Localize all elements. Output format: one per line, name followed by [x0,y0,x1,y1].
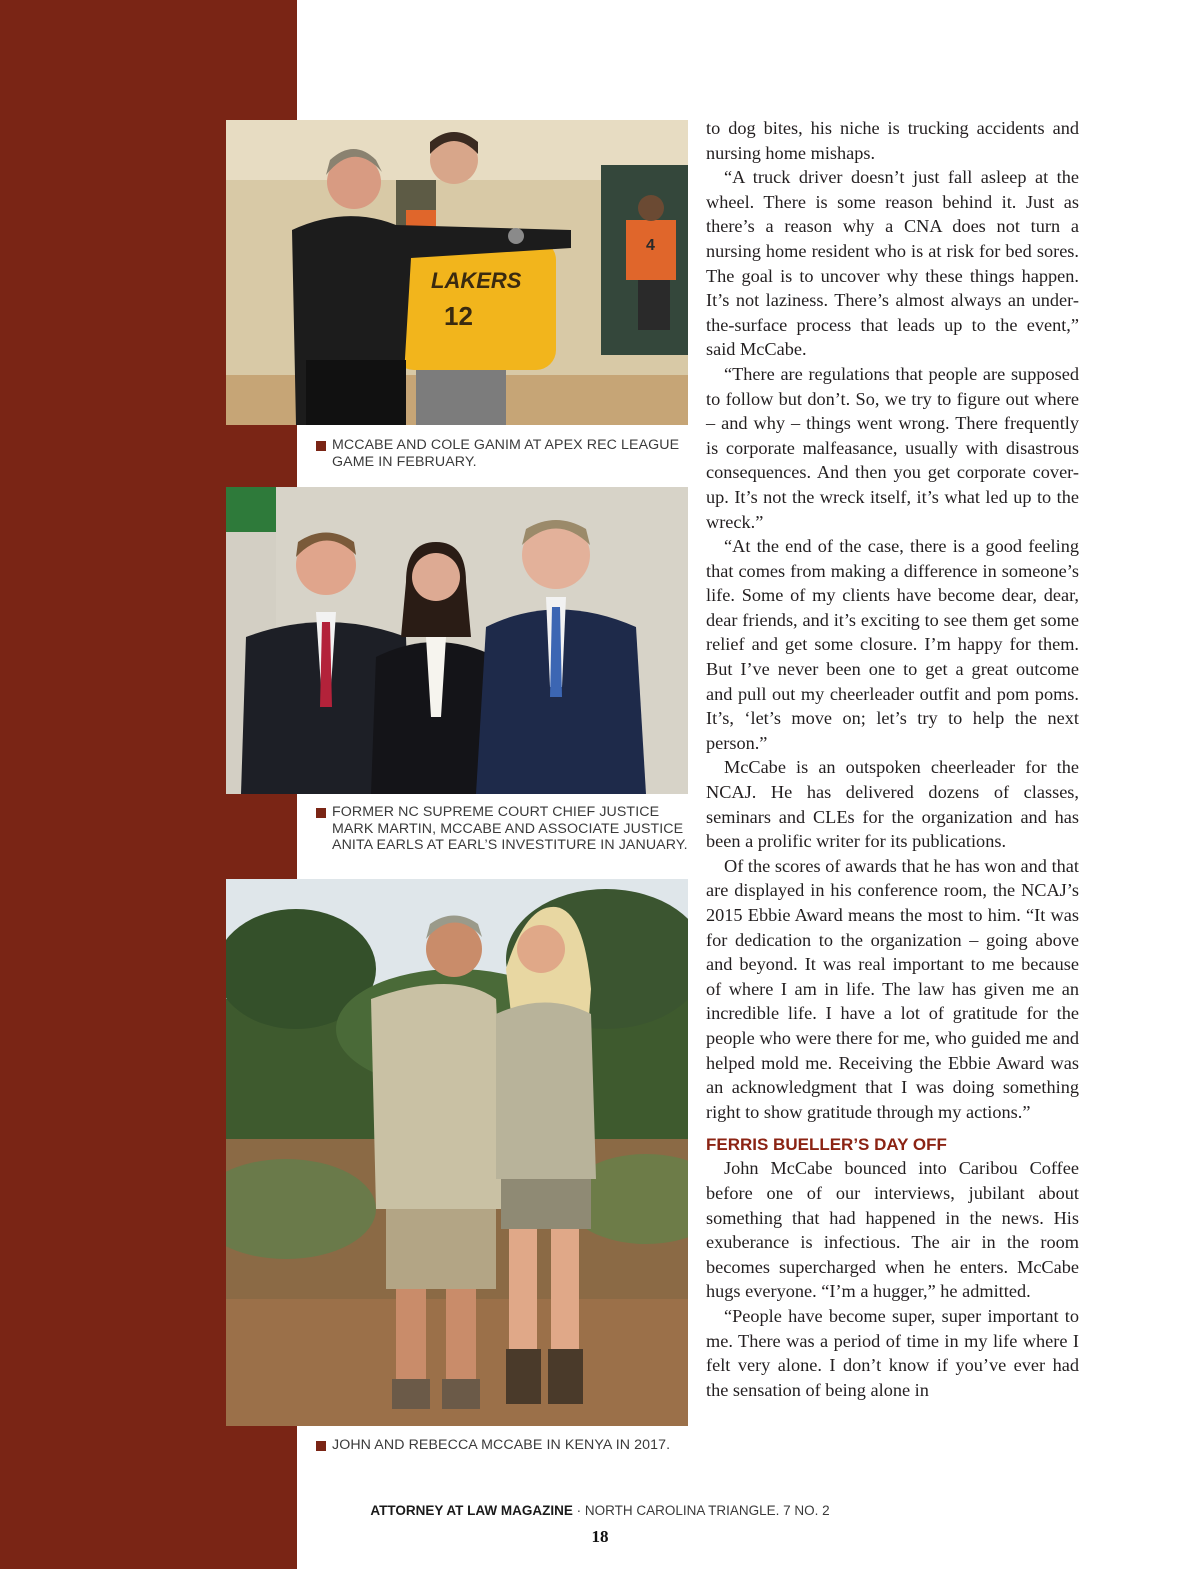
article-paragraph: “People have become super, super important to me. There was a period of time in my life where I felt very alone. I don’t know if you’ve ever had the sensation of being alone in [706,1305,1079,1400]
caption-text: FORMER NC SUPREME COURT CHIEF JUSTICE MARK MARTIN, MCCABE AND ASSOCIATE JUSTICE ANITA EARLS AT EARL’S INVESTITURE IN JANUARY. [332,804,688,853]
caption-bullet-square [316,441,326,451]
caption-photo-3 [316,1437,706,1454]
article-paragraph: John McCabe bounced into Caribou Coffee before one of our interviews, jubilant about something that had happened in the news. His exuberance is infectious. The air in the room becomes supercharged when he enters. McCabe hugs everyone. “I’m a hugger,” he admitted. [706,1158,1079,1302]
caption-photo-1 [316,437,696,470]
footer-edition: NORTH CAROLINA TRIANGLE. 7 NO. 2 [584,1503,830,1518]
jersey-team-text: LAKERS [431,268,522,293]
photo-rec-league-game [226,120,688,425]
caption-photo-2 [316,804,696,854]
article-subhead: FERRIS BUELLER’S DAY OFF [706,1135,947,1155]
page-footer [0,1503,1200,1518]
jersey-back-number-text: 4 [646,237,655,254]
magazine-name: ATTORNEY AT LAW MAGAZINE [370,1503,573,1518]
article-paragraph: “At the end of the case, there is a good feeling that comes from making a difference in someone’s life. Some of my clients have become dear, dear, dear friends, and it’s exciting to see them get some relief and get some closure. I’m happy for them. But I’ve never been one to get a great outcome and pull out my cheerleader outfit and pom poms. It’s, ‘let’s move on; let’s try to help the next person.” [706,536,1079,753]
article-column [706,116,1079,1402]
article-paragraph: “A truck driver doesn’t just fall asleep at the wheel. There is some reason behind it. Just as there’s a reason why a CNA does not turn a nursing home resident who is at risk for bed sores. The goal is to uncover why these things happen. It’s not laziness. There’s almost always an under-the-surface process that leads up to the event,” said McCabe. [706,167,1079,360]
caption-bullet-square [316,1441,326,1451]
article-paragraph: McCabe is an outspoken cheerleader for the NCAJ. He has delivered dozens of classes, seminars and CLEs for the organization and has been a prolific writer for its publications. [706,757,1079,852]
page-number: 18 [591,1527,609,1546]
caption-text: MCCABE AND COLE GANIM AT APEX REC LEAGUE GAME IN FEBRUARY. [332,437,680,470]
caption-text: JOHN AND REBECCA MCCABE IN KENYA IN 2017. [332,1437,671,1453]
caption-bullet-square [316,808,326,818]
footer-separator: · [572,1503,585,1518]
photo-investiture [226,487,688,794]
article-paragraph: Of the scores of awards that he has won and that are displayed in his conference room, the NCAJ’s 2015 Ebbie Award means the most to him. “It was for dedication to the organization – going above and beyond. It was real important to me because of where I am in life. The law has given me an incredible life. I have a lot of gratitude for the people who were there for me, who guided me and helped mold me. Receiving the Ebbie Award was an acknowledgment that I was doing something right to show gratitude through my actions.” [706,855,1079,1122]
article-paragraph: to dog bites, his niche is trucking accidents and nursing home mishaps. [706,118,1079,163]
photo-kenya [226,879,688,1426]
article-paragraph: “There are regulations that people are supposed to follow but don’t. So, we try to figure out where – and why – things went wrong. There frequently is corporate malfeasance, usually with disastrous consequences. And then you get corporate cover-up. It’s not the wreck itself, it’s what led up to the wreck.” [706,363,1079,532]
jersey-number-text: 12 [444,301,473,331]
